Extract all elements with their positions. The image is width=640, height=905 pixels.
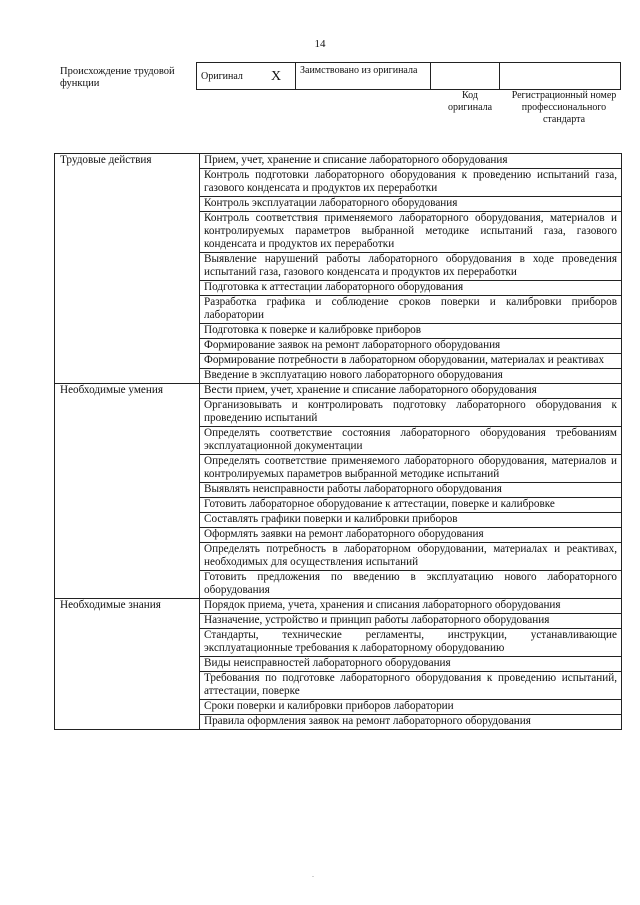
section-item: Готовить лабораторное оборудование к аттестации, поверке и калибровке — [200, 498, 622, 513]
section-item: Виды неисправностей лабораторного оборудования — [200, 657, 622, 672]
section-item: Определять соответствие применяемого лабораторного оборудования, материалов и контролируемых параметров выбранной методике испытаний — [200, 455, 622, 483]
section-item: Формирование заявок на ремонт лабораторного оборудования — [200, 339, 622, 354]
table-row — [55, 154, 622, 169]
function-table — [54, 153, 622, 730]
section-item: Правила оформления заявок на ремонт лабораторного оборудования — [200, 715, 622, 730]
section-item: Оформлять заявки на ремонт лабораторного оборудования — [200, 528, 622, 543]
section-item: Введение в эксплуатацию нового лабораторного оборудования — [200, 369, 622, 384]
scan-mark: . — [312, 870, 314, 879]
section-title: Необходимые умения — [55, 384, 200, 599]
original-cell: Оригинал — [197, 63, 268, 90]
section-title: Трудовые действия — [55, 154, 200, 384]
section-item: Вести прием, учет, хранение и списание лабораторного оборудования — [200, 384, 622, 399]
section-item: Выявление нарушений работы лабораторного оборудования в ходе проведения испытаний газа, газового конденсата и продуктов их переработки — [200, 253, 622, 281]
borrowed-cell: Заимствовано из оригинала — [296, 63, 431, 90]
page-number: 14 — [314, 38, 326, 50]
section-item: Назначение, устройство и принцип работы лабораторного оборудования — [200, 614, 622, 629]
origin-table — [196, 62, 621, 90]
origin-label: Происхождение трудовой функции — [60, 66, 175, 89]
section-item: Составлять графики поверки и калибровки приборов — [200, 513, 622, 528]
reg-number-cell — [500, 63, 621, 90]
section-item: Формирование потребности в лабораторном оборудовании, материалах и реактивах — [200, 354, 622, 369]
original-mark: X — [267, 63, 296, 90]
section-title: Необходимые знания — [55, 599, 200, 730]
section-item: Сроки поверки и калибровки приборов лаборатории — [200, 700, 622, 715]
section-item: Контроль соответствия применяемого лабораторного оборудования, материалов и контролируемых параметров выбранной методике испытаний газа, газового конденсата и продуктов их переработки — [200, 212, 622, 253]
section-item: Требования по подготовке лабораторного оборудования к проведению испытаний, аттестации, поверке — [200, 672, 622, 700]
section-item: Организовывать и контролировать подготовку лабораторного оборудования к проведению испытаний — [200, 399, 622, 427]
table-row — [55, 384, 622, 399]
section-item: Контроль подготовки лабораторного оборудования к проведению испытаний газа, газового конденсата и продуктов их переработки — [200, 169, 622, 197]
section-item: Определять потребность в лабораторном оборудовании, материалах и реактивах, необходимых для осуществления испытаний — [200, 543, 622, 571]
section-item: Подготовка к поверке и калибровке приборов — [200, 324, 622, 339]
section-item: Выявлять неисправности работы лабораторного оборудования — [200, 483, 622, 498]
code-cell — [431, 63, 500, 90]
section-item: Прием, учет, хранение и списание лабораторного оборудования — [200, 154, 622, 169]
code-caption: Код оригинала — [447, 90, 493, 113]
section-item: Определять соответствие состояния лабораторного оборудования требованиям эксплуатационной документации — [200, 427, 622, 455]
section-item: Подготовка к аттестации лабораторного оборудования — [200, 281, 622, 296]
section-item: Порядок приема, учета, хранения и списания лабораторного оборудования — [200, 599, 622, 614]
reg-number-caption: Регистрационный номер профессионального стандарта — [511, 90, 617, 125]
section-item: Стандарты, технические регламенты, инструкции, устанавливающие эксплуатационные требования к лабораторному оборудованию — [200, 629, 622, 657]
section-item: Разработка графика и соблюдение сроков поверки и калибровки приборов лаборатории — [200, 296, 622, 324]
section-item: Контроль эксплуатации лабораторного оборудования — [200, 197, 622, 212]
section-item: Готовить предложения по введению в эксплуатацию нового лабораторного оборудования — [200, 571, 622, 599]
table-row — [55, 599, 622, 614]
